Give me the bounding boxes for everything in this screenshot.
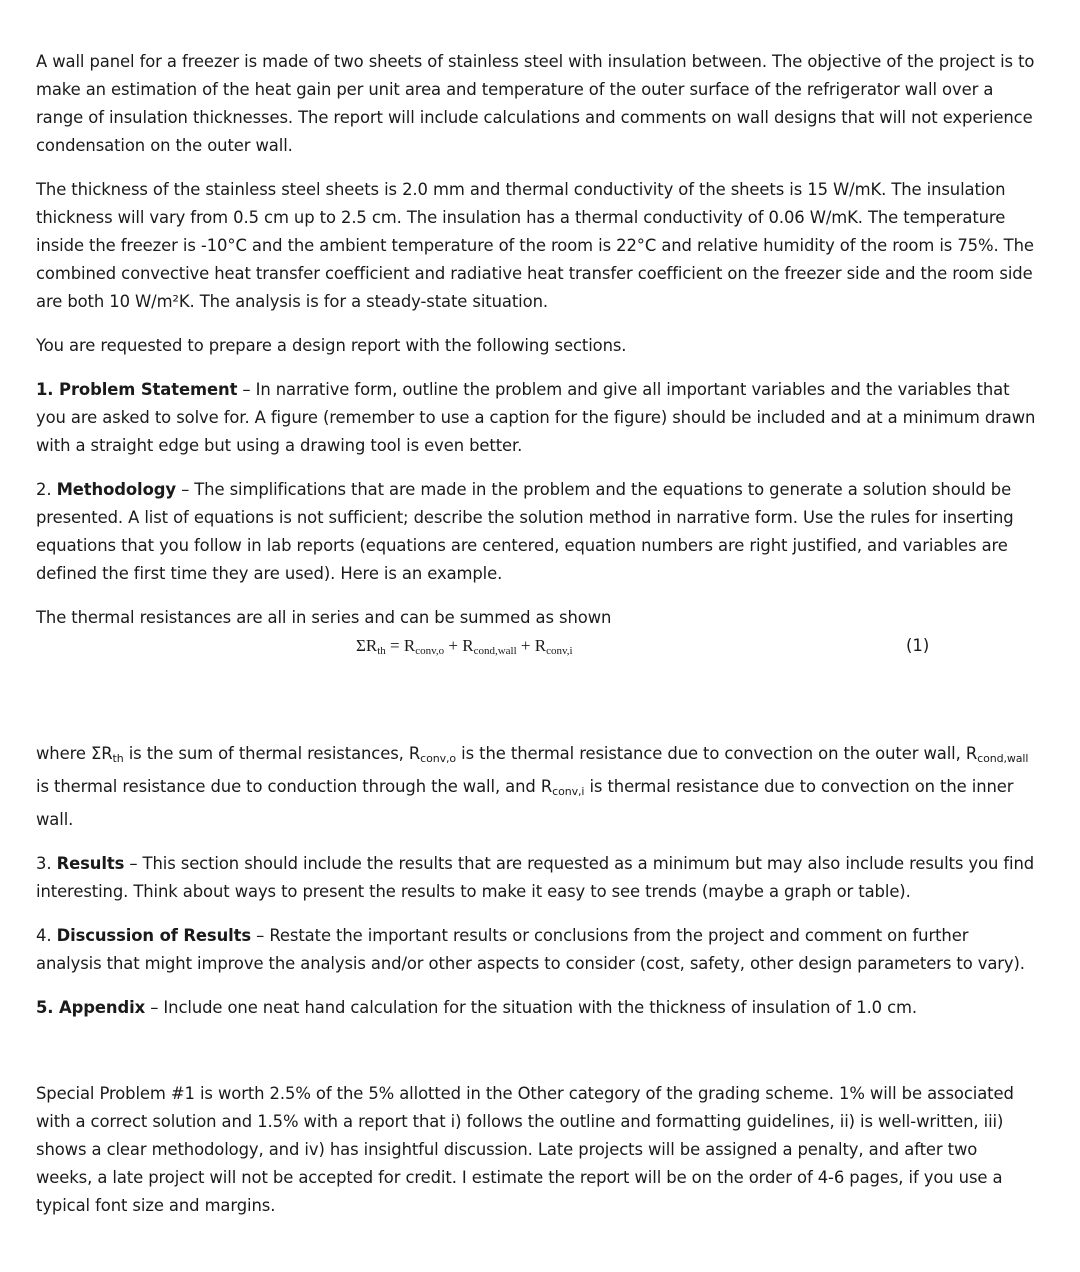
request-paragraph: You are requested to prepare a design report with the following sections. <box>36 336 627 355</box>
equation-body: $\Sigma R_{th} = R_{conv,o} + R_{cond,wall} + R_{conv,i}$ <box>356 636 573 657</box>
grading-paragraph: Special Problem #1 is worth 2.5% of the 5% allotted in the Other category of the grading scheme. 1% will be associated with a correct solution and 1.5% with a report that i) follows the outline and formatting guidelines, ii) is well-written, iii) shows a clear methodology, and iv) has insightful discussion. Late projects will be assigned a penalty, and after two weeks, a late project will not be accepted for credit. I estimate the report will be on the order of 4-6 pages, if you use a typical font size and margins. <box>36 1084 1014 1215</box>
section-text: – The simplifications that are made in the problem and the equations to generate a solution should be presented. A list of equations is not sufficient; describe the solution method in narrative form. Use the rules for inserting equations that you follow in lab reports (equations are centered, equation numbers are right justified, and variables are defined the first time they are used). Here is an example. <box>36 480 1014 583</box>
variable-definitions-paragraph: where $\Sigma R_{th}$ is the sum of thermal resistances, $R_{conv,o}$ is the thermal resistance due to convection on the outer wall, $R_{cond,wall}$ is thermal resistance due to conduction through the wall, and $R_{conv,i}$ is thermal resistance due to convection on the inner wall. <box>36 744 1029 829</box>
section-title: Discussion of Results <box>56 926 252 945</box>
section-title: 1. Problem Statement <box>36 380 238 399</box>
intro-paragraph: A wall panel for a freezer is made of two sheets of stainless steel with insulation between. The objective of the project is to make an estimation of the heat gain per unit area and temperature of the outer surface of the refrigerator wall over a range of insulation thicknesses. The report will include calculations and comments on wall designs that will not experience condensation on the outer wall. <box>36 52 1035 155</box>
section-problem-statement <box>36 376 1036 460</box>
equation-1 <box>36 636 1036 668</box>
section-number: 3. <box>36 854 57 873</box>
section-text: – Include one neat hand calculation for the situation with the thickness of insulation of 1.0 cm. <box>145 998 918 1017</box>
section-text: – In narrative form, outline the problem and give all important variables and the variables that you are asked to solve for. A figure (remember to use a caption for the figure) should be included and at a minimum drawn with a straight edge but using a drawing tool is even better. <box>36 380 1036 455</box>
section-text: – Restate the important results or conclusions from the project and comment on further analysis that might improve the analysis and/or other aspects to consider (cost, safety, other design parameters to vary). <box>36 926 1025 973</box>
section-number: 4. <box>36 926 57 945</box>
series-intro-paragraph: The thermal resistances are all in series and can be summed as shown <box>36 608 612 627</box>
document-page <box>36 48 1036 1236</box>
given-parameters-paragraph: The thickness of the stainless steel sheets is 2.0 mm and thermal conductivity of the sheets is 15 W/mK. The insulation thickness will vary from 0.5 cm up to 2.5 cm. The insulation has a thermal conductivity of 0.06 W/mK. The temperature inside the freezer is -10°C and the ambient temperature of the room is 22°C and relative humidity of the room is 75%. The combined convective heat transfer coefficient and radiative heat transfer coefficient on the freezer side and the room side are both 10 W/m²K. The analysis is for a steady-state situation. <box>36 180 1034 311</box>
section-appendix <box>36 994 1036 1022</box>
section-discussion <box>36 922 1036 978</box>
section-title: Results <box>56 854 125 873</box>
equation-number: (1) <box>906 636 930 655</box>
section-title: Methodology <box>56 480 176 499</box>
section-text: – This section should include the results that are requested as a minimum but may also include results you find interesting. Think about ways to present the results to make it easy to see trends (maybe a graph or table). <box>36 854 1035 901</box>
section-number: 2. <box>36 480 57 499</box>
section-title: 5. Appendix <box>36 998 146 1017</box>
section-results <box>36 850 1036 906</box>
section-methodology <box>36 476 1036 588</box>
